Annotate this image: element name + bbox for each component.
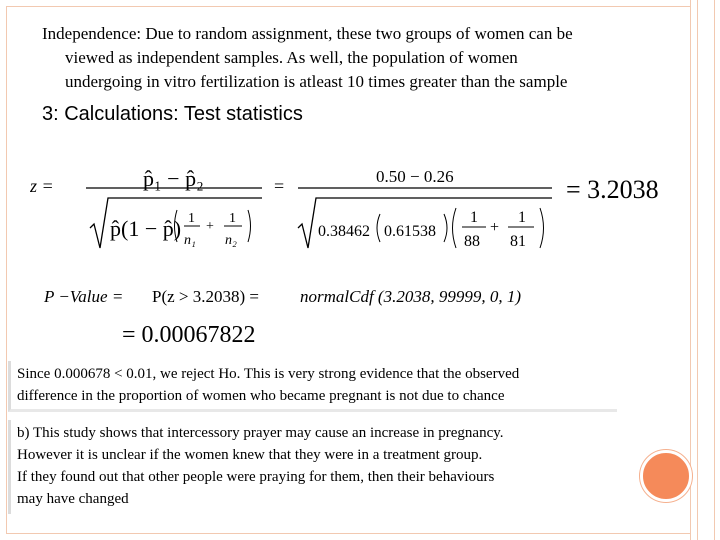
one-over-n2-num: 1 (229, 211, 236, 226)
denominator-symbolic: p̂(1 − p̂) (110, 216, 182, 241)
independence-line-2: viewed as independent samples. As well, the population of women (65, 48, 518, 67)
paren-right-3 (540, 208, 544, 248)
right-rule-2 (697, 0, 698, 540)
z-value: = 3.2038 (566, 175, 659, 204)
n1-symbol: n₁ (184, 233, 196, 248)
conclusion-line-2: difference in the proportion of women who became pregnant is not due to chance (17, 388, 505, 404)
pooled-p: 0.38462 (318, 223, 370, 240)
numerator-value: 0.50 − 0.26 (376, 167, 454, 186)
numerator-symbolic: p̂₁ − p̂₂ (143, 166, 204, 191)
independence-paragraph (42, 22, 682, 94)
right-rule-1 (690, 0, 691, 540)
num-one-a: 1 (470, 209, 478, 226)
plus-sign-1: + (206, 219, 214, 234)
partb-line-3: If they found out that other people were praying for them, then their behaviours (17, 469, 495, 485)
plus-sign-2: + (490, 219, 500, 236)
decorative-circle-icon (640, 450, 692, 502)
independence-line-3: undergoing in vitro fertilization is atleast 10 times greater than the sample (65, 72, 568, 91)
n1-value: 88 (464, 233, 480, 250)
pvalue-expr: P(z > 3.2038) = (152, 287, 259, 306)
pvalue-result: = 0.00067822 (122, 322, 256, 348)
partb-line-1: b) This study shows that intercessory prayer may cause an increase in pregnancy. (17, 425, 504, 441)
z-lhs: z = (30, 176, 54, 196)
equals-1: = (274, 176, 285, 196)
partb-line-2: However it is unclear if the women knew that they were in a treatment group. (17, 447, 483, 463)
part-b-box (8, 420, 617, 514)
independence-line-1: Independence: Due to random assignment, these two groups of women can be (42, 24, 573, 43)
one-minus-p: 0.61538 (384, 223, 436, 240)
normalcdf-expr: normalCdf (3.2038, 99999, 0, 1) (300, 287, 521, 306)
test-statistic-formula (30, 150, 690, 350)
paren-right-1 (248, 210, 251, 242)
section-heading: 3: Calculations: Test statistics (42, 103, 303, 125)
partb-line-4: may have changed (17, 491, 129, 507)
n2-symbol: n₂ (225, 233, 237, 248)
paren-left-2 (377, 214, 380, 242)
one-over-n1-num: 1 (188, 211, 195, 226)
paren-left-3 (453, 208, 457, 248)
n2-value: 81 (510, 233, 526, 250)
pvalue-label: P −Value = (44, 287, 124, 306)
conclusion-box (8, 361, 617, 412)
paren-right-2 (444, 214, 447, 242)
conclusion-line-1: Since 0.000678 < 0.01, we reject Ho. This is very strong evidence that the observed (17, 366, 520, 382)
right-rule-3 (714, 0, 715, 540)
num-one-b: 1 (518, 209, 526, 226)
